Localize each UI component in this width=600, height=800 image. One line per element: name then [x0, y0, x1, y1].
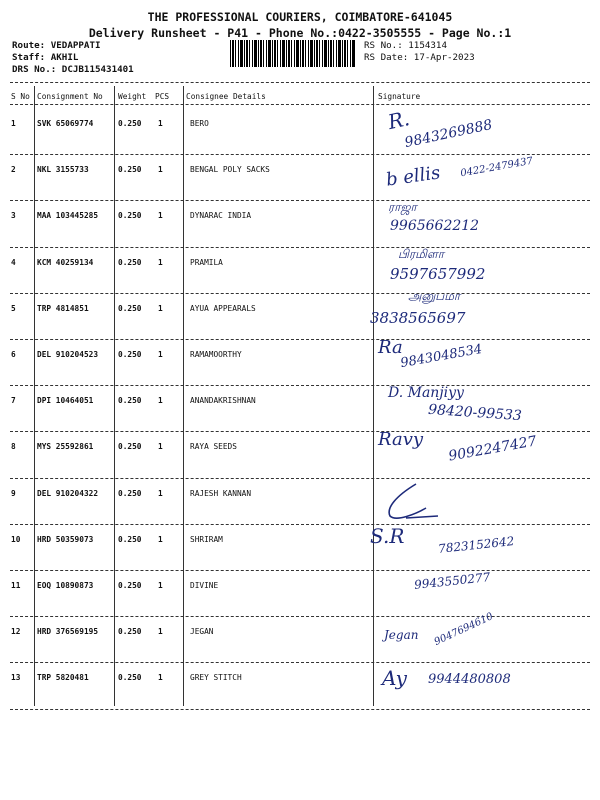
rs-date: RS Date: 17-Apr-2023	[364, 52, 475, 63]
handwritten-signature: 9944480808	[428, 672, 511, 688]
consignee-name: DYNARAC INDIA	[190, 211, 252, 221]
barcode-image	[230, 40, 356, 67]
row-divider	[10, 200, 590, 201]
consignee-name: PRAMILA	[190, 257, 223, 267]
table-row	[0, 666, 600, 712]
weight-value: 0.250	[118, 488, 142, 498]
row-sno: 9	[11, 488, 16, 498]
row-divider	[10, 431, 590, 432]
pcs-value: 1	[158, 581, 163, 590]
row-divider	[10, 570, 590, 571]
table-row	[0, 155, 600, 204]
signature-area	[368, 385, 590, 435]
handwritten-signature: 7823152642	[437, 533, 515, 556]
consignee-name: RAJESH KANNAN	[190, 488, 252, 498]
row-sno: 2	[11, 165, 16, 175]
handwritten-signature: b ellis	[384, 162, 442, 191]
col-sno-header: S No	[11, 92, 30, 101]
row-divider	[10, 385, 590, 386]
row-divider	[10, 293, 590, 294]
weight-value: 0.250	[118, 396, 142, 406]
pcs-value: 1	[158, 534, 163, 544]
row-divider	[10, 247, 590, 248]
table-row	[0, 570, 600, 620]
signature-area	[368, 155, 590, 204]
table-row	[0, 385, 600, 435]
pcs-value: 1	[158, 350, 163, 359]
row-sno: 1	[11, 119, 16, 128]
table-row	[0, 523, 600, 574]
weight-value: 0.250	[118, 165, 142, 175]
pcs-value: 1	[158, 627, 163, 637]
weight-value: 0.250	[118, 442, 142, 452]
handwritten-signature: 98420-99533	[427, 401, 523, 425]
consignment-number: MYS 25592861	[37, 442, 94, 452]
col-signature-header: Signature	[378, 92, 421, 101]
signature-area	[368, 337, 590, 389]
consignee-name: ANANDAKRISHNAN	[190, 396, 256, 406]
consignee-name: BERO	[190, 119, 209, 128]
weight-value: 0.250	[118, 673, 142, 683]
row-divider	[10, 662, 590, 663]
pcs-value: 1	[158, 673, 163, 683]
row-sno: 8	[11, 442, 16, 452]
signature-area	[368, 246, 590, 297]
weight-value: 0.250	[118, 211, 142, 221]
signature-area	[368, 611, 590, 666]
col-consignment-header: Consignment No	[37, 92, 103, 101]
table-row	[0, 482, 600, 528]
signature-area	[368, 482, 590, 528]
handwritten-signature: 9047694610	[432, 611, 495, 649]
consignee-name: RAYA SEEDS	[190, 442, 237, 452]
pcs-value: 1	[158, 165, 163, 175]
row-sno: 10	[11, 534, 21, 544]
company-title: THE PROFESSIONAL COURIERS, COIMBATORE-641045	[147, 10, 453, 24]
handwritten-signature: S.R	[370, 523, 405, 548]
table-row	[0, 246, 600, 297]
weight-value: 0.250	[118, 627, 142, 637]
handwritten-signature: Ravy	[378, 429, 424, 451]
table-row	[0, 106, 600, 158]
handwritten-signature: 9092247427	[447, 433, 538, 466]
handwritten-signature: 9843269888	[403, 116, 494, 152]
col-weight-header: Weight	[118, 92, 147, 101]
consignee-name: DIVINE	[190, 581, 219, 590]
handwritten-signature: 9597657992	[390, 264, 486, 283]
pcs-value: 1	[158, 119, 163, 128]
handwritten-signature: R.	[385, 106, 412, 134]
signature-area	[368, 666, 590, 712]
handwritten-signature: 3838565697	[370, 308, 466, 327]
row-sno: 7	[11, 396, 16, 406]
column-header-divider	[10, 104, 590, 105]
consignee-name: AYUA APPEARALS	[190, 303, 256, 313]
pcs-value: 1	[158, 303, 163, 313]
consignment-number: DEL 910204322	[37, 488, 99, 498]
consignment-number: EOQ 10890873	[37, 581, 94, 590]
consignment-number: TRP 5820481	[37, 673, 89, 683]
signature-area	[368, 288, 590, 343]
weight-value: 0.250	[118, 534, 142, 544]
row-sno: 4	[11, 257, 16, 267]
handwritten-signature: பிரமிளா	[398, 246, 445, 261]
consignee-name: JEGAN	[190, 627, 214, 637]
col-pcs-header: PCS	[155, 92, 170, 101]
handwritten-signature: Jegan	[384, 628, 419, 643]
route-label: Route: VEDAPPATI	[12, 40, 101, 51]
pcs-value: 1	[158, 257, 163, 267]
handwritten-signature: ராஜா	[388, 200, 417, 215]
row-sno: 6	[11, 350, 16, 359]
consignment-number: TRP 4814851	[37, 303, 89, 313]
table-row	[0, 288, 600, 343]
consignment-number: MAA 103445285	[37, 211, 99, 221]
handwritten-signature: Ay	[382, 666, 407, 691]
row-divider	[10, 339, 590, 340]
pcs-value: 1	[158, 442, 163, 452]
drs-number: DRS No.: DCJB115431401	[12, 64, 134, 75]
runsheet-title: Delivery Runsheet - P41 - Phone No.:0422-3505555 - Page No.:1	[88, 26, 512, 40]
weight-value: 0.250	[118, 303, 142, 313]
weight-value: 0.250	[118, 257, 142, 267]
consignee-name: RAMAMOORTHY	[190, 350, 242, 359]
handwritten-signature: 0422-2479437	[459, 155, 534, 180]
header-divider	[10, 82, 590, 83]
weight-value: 0.250	[118, 581, 142, 590]
consignee-name: GREY STITCH	[190, 673, 242, 683]
pcs-value: 1	[158, 396, 163, 406]
consignment-number: DEL 910204523	[37, 350, 99, 359]
table-row	[0, 429, 600, 481]
row-sno: 3	[11, 211, 16, 221]
row-divider	[10, 524, 590, 525]
row-sno: 12	[11, 627, 21, 637]
consignment-number: DPI 10464051	[37, 396, 94, 406]
signature-area	[368, 570, 590, 620]
row-divider	[10, 616, 590, 617]
signature-area	[368, 429, 590, 481]
row-divider	[10, 154, 590, 155]
consignment-number: SVK 65069774	[37, 119, 94, 128]
row-divider	[10, 709, 590, 710]
signature-area	[368, 200, 590, 250]
signature-area	[368, 523, 590, 574]
row-divider	[10, 478, 590, 479]
consignment-number: NKL 3155733	[37, 165, 89, 175]
handwritten-signature: அனுபமா	[408, 288, 461, 303]
weight-value: 0.250	[118, 350, 142, 359]
handwritten-signature: 9843048534	[399, 341, 484, 372]
table-row	[0, 200, 600, 250]
weight-value: 0.250	[118, 119, 142, 128]
consignment-number: HRD 376569195	[37, 627, 99, 637]
handwritten-signature: Ra	[378, 337, 403, 358]
handwritten-signature: D. Manjiyy	[388, 385, 464, 402]
signature-area	[368, 106, 590, 158]
signature-scribble-icon	[376, 478, 456, 524]
pcs-value: 1	[158, 211, 163, 221]
consignee-name: SHRIRAM	[190, 534, 223, 544]
row-sno: 13	[11, 673, 21, 683]
col-consignee-header: Consignee Details	[186, 92, 266, 101]
handwritten-signature: 9943550277	[413, 570, 491, 592]
consignment-number: HRD 50359073	[37, 534, 94, 544]
table-row	[0, 337, 600, 389]
rs-number: RS No.: 1154314	[364, 40, 447, 51]
consignment-number: KCM 40259134	[37, 257, 94, 267]
consignee-name: BENGAL POLY SACKS	[190, 165, 270, 175]
row-sno: 11	[11, 581, 21, 590]
handwritten-signature: 9965662212	[390, 218, 480, 235]
table-row	[0, 611, 600, 666]
staff-label: Staff: AKHIL	[12, 52, 79, 63]
row-sno: 5	[11, 303, 16, 313]
pcs-value: 1	[158, 488, 163, 498]
